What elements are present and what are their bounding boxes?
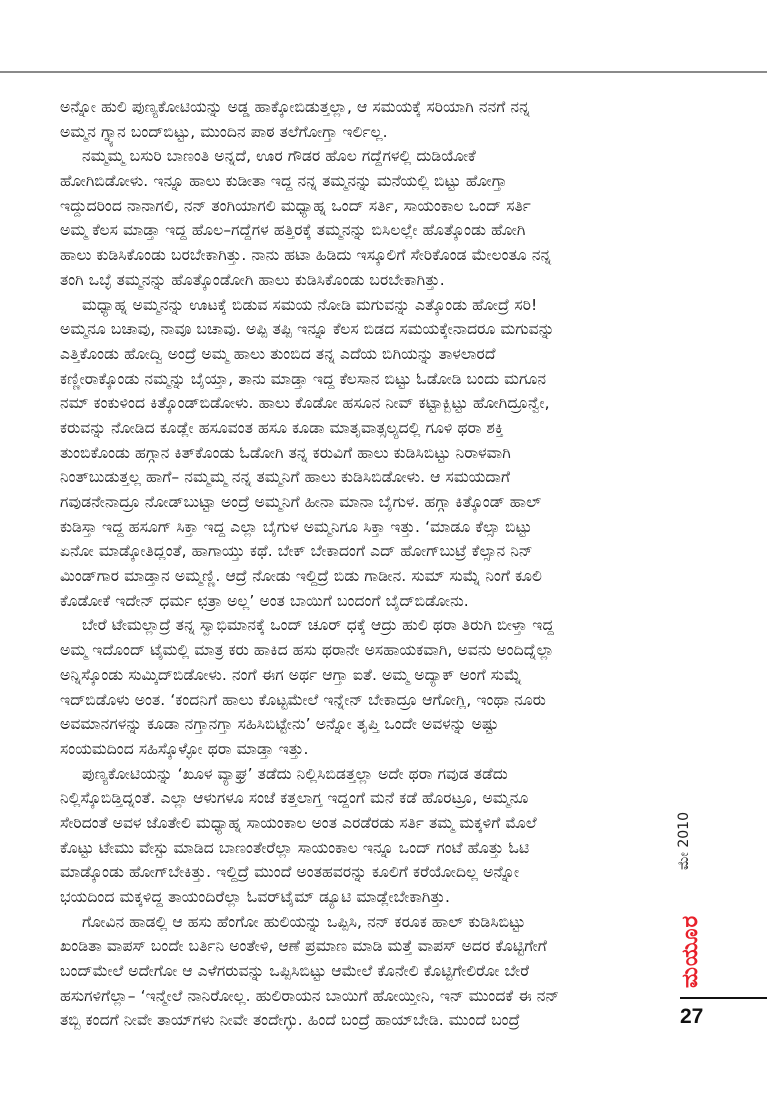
text-line: ಮಧ್ಯಾಹ್ನ ಅಮ್ಮನನ್ನು ಊಟಕ್ಕೆ ಬಿಡುವ ಸಮಯ ನೋಡಿ ಮಗುವನ್ನು ಎತ್ಕೊಂಡು ಹೋದ್ರೆ ಸರಿ! [82,295,538,314]
text-line: ಎತ್ತಿಕೊಂಡು ಹೋದ್ವಿ ಅಂದ್ರೆ ಅಮ್ಮ ಹಾಲು ತುಂಬಿದ ತನ್ನ ಎದೆಯ ಬಿಗಿಯನ್ನು ತಾಳಲಾರದೆ [60,344,496,363]
text-line: ಹೋಗಿಬಿಡೋಳು. ಇನ್ನೂ ಹಾಲು ಕುಡೀತಾ ಇದ್ದ ನನ್ನ ತಮ್ಮನನ್ನು ಮನೆಯಲ್ಲಿ ಬಿಟ್ಟು ಹೋಗ್ತಾ [60,172,507,191]
magazine-logo: ಮಯೂರ [678,914,703,988]
text-line: ಖಂಡಿತಾ ವಾಪಸ್ ಬಂದೇ ಬರ್ತಿನಿ ಅಂತೇಳಿ, ಆಣೆ ಪ್ರಮಾಣ ಮಾಡಿ ಮತ್ತೆ ವಾಪಸ್ ಅದರ ಕೊಟ್ಟಿಗೇಗೆ [60,937,547,956]
text-line: ಇದ್ದುದರಿಂದ ನಾನಾಗಲಿ, ನನ್ ತಂಗಿಯಾಗಲಿ ಮಧ್ಯಾಹ್ನ ಒಂದ್ ಸರ್ತಿ, ಸಾಯಂಕಾಲ ಒಂದ್ ಸರ್ತಿ [60,196,531,215]
text-line: ತಂಗಿ ಒಬ್ಳೆ ತಮ್ಮನನ್ನು ಹೊತ್ಕೊಂಡೋಗಿ ಹಾಲು ಕುಡಿಸಿಕೊಂಡು ಬರಬೇಕಾಗಿತ್ತು. [60,270,445,289]
text-line: ತಬ್ಬಿ ಕಂದಗೆ ನೀವೇ ತಾಯ್‌ಗಳು ನೀವೇ ತಂದೇಗ್ಳು. ಹಿಂದೆ ಬಂದ್ರೆ ಹಾಯ್‌ಬೇಡಿ. ಮುಂದೆ ಬಂದ್ರೆ [60,1011,521,1030]
header-rule [0,71,767,73]
text-line: ಮಾಡ್ಕೊಂಡು ಹೋಗ್‌ಬೇಕಿತ್ತು. ಇಲ್ದಿದ್ರೆ ಮುಂದೆ ಅಂತಹವರನ್ನು ಕೂಲಿಗೆ ಕರೆಯೋದಿಲ್ಲ ಅನ್ನೋ [60,863,520,882]
text-line: ಕಣ್ಣೀರಾಕ್ಕೊಂಡು ನಮ್ಮನ್ನು ಬೈಯ್ತಾ, ತಾನು ಮಾಡ್ತಾ ಇದ್ದ ಕೆಲಸಾನ ಬಿಟ್ಟು ಓಡೋಡಿ ಬಂದು ಮಗೂನ [60,369,547,388]
text-line: ಅನ್ನಿಸ್ಕೊಂಡು ಸುಮ್ಕಿದ್‌ಬಿಡೋಳು. ನಂಗೆ ಈಗ ಅರ್ಥ ಆಗ್ತಾ ಐತೆ. ಅಮ್ಮ ಅದ್ಯಾಕ್ ಅಂಗೆ ಸುಮ್ನೆ [60,665,522,684]
text-line: ಕೊಟ್ಟು ಟೇಮು ವೇಸ್ಟು ಮಾಡಿದ ಬಾಣಂತೇರೆಲ್ಲಾ ಸಾಯಂಕಾಲ ಇನ್ನೂ ಒಂದ್ ಗಂಟೆ ಹೊತ್ತು ಓಟಿ [60,838,530,857]
text-line: ಹಸುಗಳಿಗೆಲ್ಲಾ– ‘ಇನ್ಮೇಲೆ ನಾನಿರೋಲ್ಲ. ಹುಲಿರಾಯನ ಬಾಯಿಗೆ ಹೋಯ್ತೀನಿ, ಇನ್ ಮುಂದಕೆ ಈ ನನ್ [60,986,560,1005]
text-line: ಕರುವನ್ನು ನೋಡಿದ ಕೂಡ್ಲೇ ಹಸೂವಂತ ಹಸೂ ಕೂಡಾ ಮಾತೃವಾತ್ಸಲ್ಯದಲ್ಲಿ ಗೂಳಿ ಥರಾ ಶಕ್ತಿ [60,418,504,437]
text-line: ಬೇರೆ ಟೇಮಲ್ಲಾದ್ರೆ ತನ್ನ ಸ್ವಾಭಿಮಾನಕ್ಕೆ ಒಂದ್ ಚೂರ್ ಧಕ್ಕೆ ಆದ್ರು ಹುಲಿ ಥರಾ ತಿರುಗಿ ಬೀಳ್ತಾ ಇದ್ದ [82,616,554,635]
text-line: ಅಮ್ಮನೂ ಬಚಾವು, ನಾವೂ ಬಚಾವು. ಅಪ್ಪಿ ತಪ್ಪಿ ಇನ್ನೂ ಕೆಲಸ ಬಿಡದ ಸಮಯಕ್ಕೇನಾದರೂ ಮಗುವನ್ನು [60,320,555,339]
text-line: ನಮ್ಮಮ್ಮ ಬಸುರಿ ಬಾಣಂತಿ ಅನ್ನದೆ, ಊರ ಗೌಡರ ಹೊಲ ಗದ್ದೆಗಳಲ್ಲಿ ದುಡಿಯೋಕೆ [82,147,476,166]
text-line: ಸಂಯಮದಿಂದ ಸಹಿಸ್ಕೊಳ್ಳೋ ಥರಾ ಮಾಡ್ತಾ ಇತ್ತು. [60,739,309,758]
text-line: ಅನ್ನೋ ಹುಲಿ ಪುಣ್ಯಕೋಟಿಯನ್ನು ಅಡ್ಡ ಹಾಕ್ಕೋಬಿಡುತ್ತಲ್ಲಾ, ಆ ಸಮಯಕ್ಕೆ ಸರಿಯಾಗಿ ನನಗೆ ನನ್ನ [60,98,530,116]
text-line: ಗವುಡನೇನಾದ್ರೂ ನೋಡ್‌ಬುಟ್ಟಾ ಅಂದ್ರೆ ಅಮ್ಮನಿಗೆ ಹೀನಾ ಮಾನಾ ಬೈಗುಳ. ಹಗ್ಗಾ ಕಿತ್ಕೊಂಡ್ ಹಾಲ್ [60,493,542,511]
article-body [60,95,660,1033]
text-line: ನಿಲ್ಲಿಸ್ಕೊಬಿಡ್ತಿದ್ನಂತೆ. ಎಲ್ಲಾ ಆಳುಗಳೂ ಸಂಜೆ ಕತ್ತಲಾಗ್ತ ಇದ್ದಂಗೆ ಮನೆ ಕಡೆ ಹೊರಟ್ರೂ, ಅಮ್ಮನೂ [60,789,529,808]
text-line: ಮಿಂಡ್‌ಗಾರ ಮಾಡ್ತಾನ ಅಮ್ಮಣ್ಣಿ. ಆದ್ರೆ ನೋಡು ಇಲ್ದಿದ್ರೆ ಬಿಡು ಗಾಡೀನ. ಸುಮ್ ಸುಮ್ನೆ ನಿಂಗೆ ಕೂಲಿ [60,567,543,586]
text-line: ಅವಮಾನಗಳನ್ನು ಕೂಡಾ ನಗ್ತಾನಗ್ತಾ ಸಹಿಸಿಬಿಟ್ಟೇನು’ ಅನ್ನೋ ತೃಪ್ತಿ ಒಂದೇ ಅವಳನ್ನು ಅಷ್ಟು [60,715,499,734]
text-line: ಕುಡಿಸ್ತಾ ಇದ್ದ ಹಸೂಗ್ ಸಿಕ್ತಾ ಇದ್ದ ಎಲ್ಲಾ ಬೈಗುಳ ಅಮ್ಮನಿಗೂ ಸಿಕ್ತಾ ಇತ್ತು. ‘ಮಾಡೂ ಕೆಲ್ಸಾ ಬಿಟ್ಟು [60,517,532,536]
text-line: ಪುಣ್ಯಕೋಟಿಯನ್ನು ‘ಖೂಳ ವ್ಯಾಘ್ರ’ ತಡೆದು ನಿಲ್ಲಿಸಿಬಿಡತ್ತಲ್ಲಾ ಅದೇ ಥರಾ ಗವುಡ ತಡೆದು [82,764,508,783]
text-line: ಅಮ್ಮ ಕೆಲಸ ಮಾಡ್ತಾ ಇದ್ದ ಹೊಲ–ಗದ್ದೆಗಳ ಹತ್ತಿರಕ್ಕೆ ತಮ್ಮನನ್ನು ಬಿಸಿಲಲ್ಲೇ ಹೊತ್ಕೊಂಡು ಹೋಗಿ [60,221,526,240]
text-line: ಗೋವಿನ ಹಾಡಲ್ಲಿ ಆ ಹಸು ಹೆಂಗೋ ಹುಲಿಯನ್ನು ಒಪ್ಪಿಸಿ, ನನ್ ಕರೂಕ ಹಾಲ್ ಕುಡಿಸಿಬಿಟ್ಟು [82,912,526,931]
page-sidebar [670,800,767,1040]
footer-rule [680,997,767,999]
text-line: ಇದ್‌ಬಿಡೊಳು ಅಂತ. ‘ಕಂದನಿಗೆ ಹಾಲು ಕೊಟ್ಟಮೇಲೆ ಇನ್ನೇನ್ ಬೇಕಾದ್ರೂ ಆಗೋಗ್ಲಿ, ಇಂಥಾ ನೂರು [60,690,546,709]
text-line: ನಮ್ ಕಂಕುಳಿಂದ ಕಿತ್ಕೊಂಡ್‌ಬಿಡೋಳು. ಹಾಲು ಕೊಡೋ ಹಸೂನ ನೀವ್ ಕಟ್ಟಾಕ್ಬಿಟ್ಟು ಹೋಗಿದ್ರೂನ್ವೇ, [60,394,550,413]
text-line: ಬಂದ್‌ಮೇಲೆ ಅದೇಗೋ ಆ ಎಳೆಗರುವನ್ನು ಒಪ್ಪಿಸಿಬಿಟ್ಟು ಆಮೇಲೆ ಕೊನೇಲಿ ಕೊಟ್ಟಿಗೇಲಿರೋ ಬೇರೆ [60,962,530,981]
text-line: ಹಾಲು ಕುಡಿಸಿಕೊಂಡು ಬರಬೇಕಾಗಿತ್ತು. ನಾನು ಹಟಾ ಹಿಡಿದು ಇಸ್ಕೂಲಿಗೆ ಸೇರಿಕೊಂಡ ಮೇಲಂತೂ ನನ್ನ [60,246,552,265]
text-line: ನಿಂತ್‌ಬುಡುತ್ತಲ್ಲ ಹಾಗೆ– ನಮ್ಮಮ್ಮ ನನ್ನ ತಮ್ಮನಿಗೆ ಹಾಲು ಕುಡಿಸಿಬಿಡೋಳು. ಆ ಸಮಯದಾಗೆ [60,468,511,487]
text-line: ಕೊಡೋಕೆ ಇದೇನ್ ಧರ್ಮ ಛತ್ರಾ ಅಲ್ಲ’ ಅಂತ ಬಾಯಿಗೆ ಬಂದಂಗೆ ಬೈದ್‌ಬಿಡೋನು. [60,591,469,610]
page-number: 27 [680,1005,704,1028]
text-line: ಅಮ್ಮನ ಗ್ನ್ಯಾನ ಬಂದ್‌ಬಿಟ್ಟು, ಮುಂದಿನ ಪಾಠ ತಲೆಗೋಗ್ತಾ ಇರ್ಲಿಲ್ಲ. [60,122,388,141]
text-line: ಅಮ್ಮ ಇದೊಂದ್ ಟೈಮಲ್ಲಿ ಮಾತ್ರ ಕರು ಹಾಕಿದ ಹಸು ಥರಾನೇ ಅಸಹಾಯಕವಾಗಿ, ಅವನು ಅಂದಿದ್ನೆಲ್ಲಾ [60,641,555,660]
text-line: ತುಂಬಿಕೊಂಡು ಹಗ್ಗಾನ ಕಿತ್‌ಕೊಂಡು ಓಡೋಗಿ ತನ್ನ ಕರುವಿಗೆ ಹಾಲು ಕುಡಿಸಿಬಿಟ್ಟು ನಿರಾಳವಾಗಿ [60,443,511,462]
text-line: ಸೇರಿದಂತೆ ಅವಳ ಜೊತೇಲಿ ಮಧ್ಯಾಹ್ನ ಸಾಯಂಕಾಲ ಅಂತ ಎರಡೆರಡು ಸರ್ತಿ ತಮ್ಮ ಮಕ್ಕಳಿಗೆ ಮೊಲೆ [60,813,537,832]
text-line: ಏನೋ ಮಾಡ್ಕೋತಿದ್ಲಂತೆ, ಹಾಗಾಯ್ತು ಕಥೆ. ಬೇಕ್ ಬೇಕಾದಂಗೆ ಎದ್ ಹೋಗ್‌ಬುಟ್ರೆ ಕೆಲ್ಸಾನ ನಿನ್ [60,542,533,561]
issue-date: ಮೇ 2010 [676,812,692,870]
text-line: ಭಯದಿಂದ ಮಕ್ಕಳಿದ್ದ ತಾಯಂದಿರೆಲ್ಲಾ ಓವರ್‌ಟೈಮ್ ಡ್ಯೂಟಿ ಮಾಡ್ಲೇಬೇಕಾಗಿತ್ತು. [60,888,451,906]
